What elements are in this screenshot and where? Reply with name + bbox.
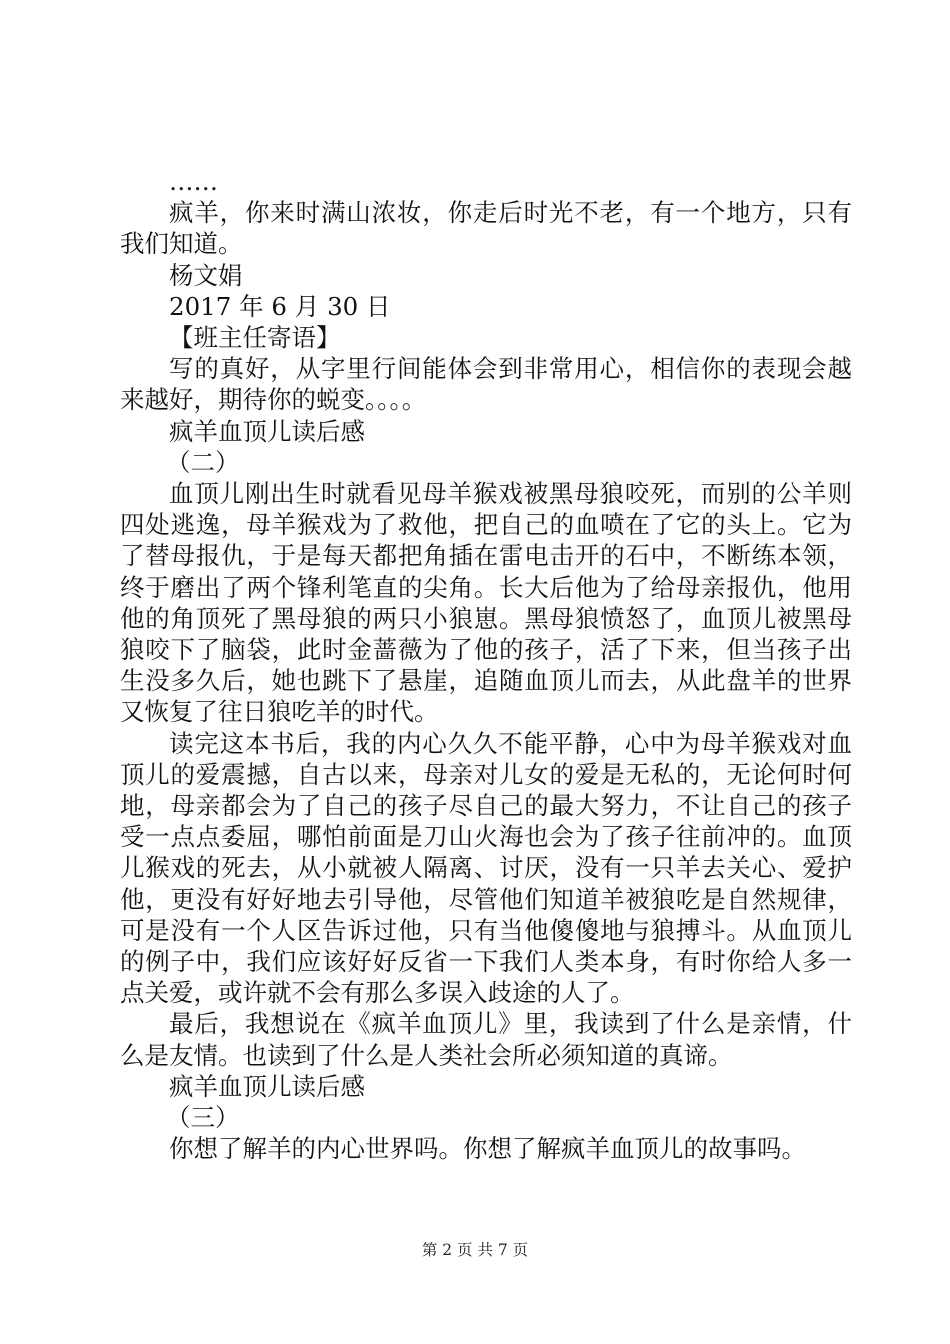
date-line: 2017 年 6 月 30 日 (169, 291, 391, 321)
essay-title: 疯羊血顶儿读后感 (169, 416, 365, 446)
ellipsis-paragraph: …… (169, 167, 218, 196)
body-paragraph: 血顶儿刚出生时就看见母羊猴戏被黑母狼咬死，而别的公羊则四处逃逸，母羊猴戏为了救他，把自己的血喷在了它的头上。它为了替母报仇，于是每天都把角插在雷电击开的石中，不断练本领，终于磨出了两个锋利笔直的尖角。长大后他为了给母亲报仇，他用他的角顶死了黑母狼的两只小狼崽。黑母狼愤怒了，血顶儿被黑母狼咬下了脑袋，此时金蔷薇为了他的孩子，活了下来，但当孩子出生没多久后，她也跳下了悬崖，追随血顶儿而去，从此盘羊的世界又恢复了往日狼吃羊的时代。 (120, 479, 852, 727)
section-number: （三） (166, 1103, 240, 1133)
document-body (120, 166, 852, 1165)
author-name: 杨文娟 (169, 260, 243, 290)
page-footer: 第 2 页 共 7 页 (421, 1241, 529, 1259)
body-paragraph: 你想了解羊的内心世界吗。你想了解疯羊血顶儿的故事吗。 (169, 1134, 806, 1164)
body-paragraph: 读完这本书后，我的内心久久不能平静，心中为母羊猴戏对血顶儿的爱震撼，自古以来，母亲对儿女的爱是无私的，无论何时何地，母亲都会为了自己的孩子尽自己的最大努力，不让自己的孩子受一点点委屈，哪怕前面是刀山火海也会为了孩子往前冲的。血顶儿猴戏的死去，从小就被人隔离、讨厌，没有一只羊去关心、爱护他，更没有好好地去引导他，尽管他们知道羊被狼吃是自然规律，可是没有一个人区告诉过他，只有当他傻傻地与狼搏斗。从血顶儿的例子中，我们应该好好反省一下我们人类本身，有时你给人多一点关爱，或许就不会有那么多误入歧途的人了。 (120, 728, 852, 1008)
closing-paragraph: 疯羊，你来时满山浓妆，你走后时光不老，有一个地方，只有我们知道。 (120, 198, 852, 259)
essay-title: 疯羊血顶儿读后感 (169, 1071, 365, 1101)
body-paragraph: 最后，我想说在《疯羊血顶儿》里，我读到了什么是亲情，什么是友情。也读到了什么是人类社会所必须知道的真谛。 (120, 1009, 852, 1070)
teacher-comment-heading: 【班主任寄语】 (169, 323, 341, 353)
section-number: （二） (166, 447, 240, 477)
teacher-comment-text: 写的真好，从字里行间能体会到非常用心，相信你的表现会越来越好，期待你的蜕变。。。。 (120, 354, 852, 415)
